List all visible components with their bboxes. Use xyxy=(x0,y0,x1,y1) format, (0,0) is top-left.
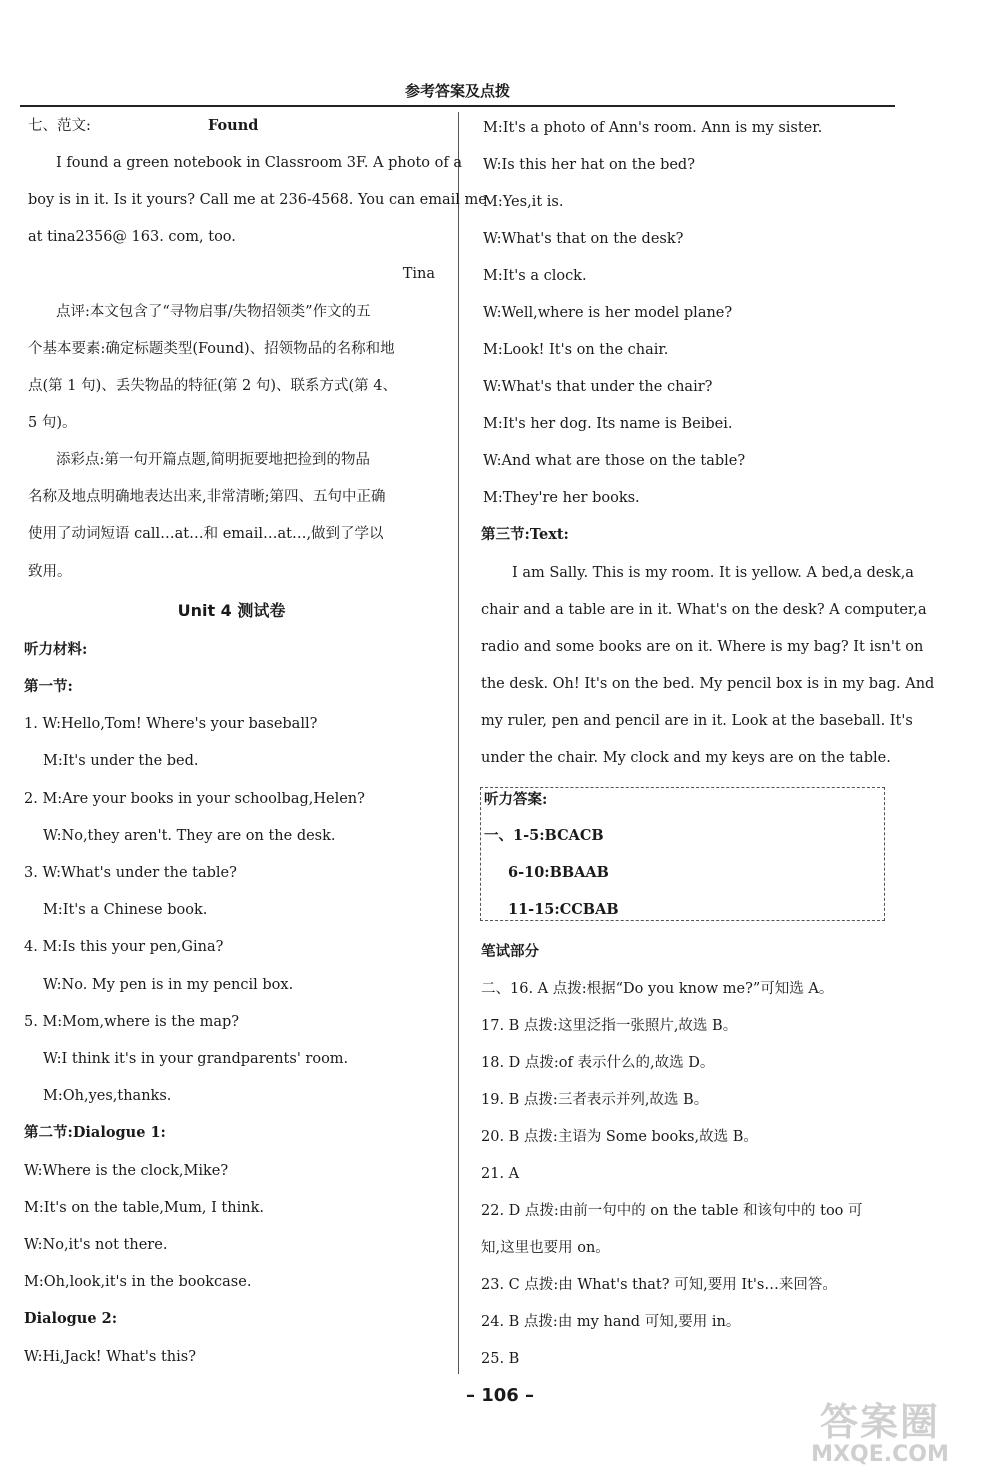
dialogue-2-title: Dialogue 2: xyxy=(24,1310,118,1327)
watermark-logo xyxy=(780,1400,980,1465)
answer-line: 11-15:CCBAB xyxy=(508,901,619,918)
page-header: 参考答案及点拨 xyxy=(404,82,510,100)
dialogue-line: M:They're her books. xyxy=(483,490,640,506)
watermark-url: MXQE.COM xyxy=(811,1442,949,1467)
dialogue-line: M:Look! It's on the chair. xyxy=(483,342,669,358)
dialogue-line: M:It's under the bed. xyxy=(43,753,199,769)
written-answer: 25. B xyxy=(481,1351,520,1367)
text-line: the desk. Oh! It's on the bed. My pencil box is in my bag. And xyxy=(481,676,935,692)
column-divider xyxy=(458,112,459,1374)
written-answer: 18. D 点拨:of 表示什么的,故选 D。 xyxy=(481,1055,715,1071)
dialogue-line: W:Well,where is her model plane? xyxy=(483,305,733,321)
comment-line: 点评:本文包含了“寻物启事/失物招领类”作文的五 xyxy=(56,304,371,320)
dialogue-line: M:It's on the table,Mum, I think. xyxy=(24,1200,264,1216)
comment-line: 点(第 1 句)、丢失物品的特征(第 2 句)、联系方式(第 4、 xyxy=(28,378,398,394)
dialogue-line: M:Oh,yes,thanks. xyxy=(43,1088,172,1104)
unit-title: Unit 4 测试卷 xyxy=(177,601,286,620)
written-answer: 21. A xyxy=(481,1166,520,1182)
answer-line: 6-10:BBAAB xyxy=(508,864,609,881)
listening-title: 听力材料: xyxy=(24,641,88,658)
text-line: my ruler, pen and pencil are in it. Look at the baseball. It's xyxy=(481,713,913,729)
comment-line: 个基本要素:确定标题类型(Found)、招领物品的名称和地 xyxy=(28,341,395,357)
page-number: – 106 – xyxy=(465,1385,535,1406)
highlight-line: 使用了动词短语 call…at…和 email…at…,做到了学以 xyxy=(28,526,384,542)
section-3-title: 第三节:Text: xyxy=(481,526,569,543)
written-answer: 22. D 点拨:由前一句中的 on the table 和该句中的 too 可 xyxy=(481,1203,863,1219)
text-line: radio and some books are on it. Where is my bag? It isn't on xyxy=(481,639,924,655)
written-answer: 20. B 点拨:主语为 Some books,故选 B。 xyxy=(481,1129,758,1145)
dialogue-line: 4. M:Is this your pen,Gina? xyxy=(24,939,224,955)
dialogue-line: W:No,it's not there. xyxy=(24,1237,168,1253)
dialogue-line: W:And what are those on the table? xyxy=(483,453,746,469)
dialogue-line: W:What's that on the desk? xyxy=(483,231,684,247)
dialogue-line: W:No. My pen is in my pencil box. xyxy=(43,977,294,993)
highlight-line: 致用。 xyxy=(28,564,72,580)
written-answer: 24. B 点拨:由 my hand 可知,要用 in。 xyxy=(481,1314,741,1330)
dialogue-line: M:It's a clock. xyxy=(483,268,587,284)
dialogue-line: 5. M:Mom,where is the map? xyxy=(24,1014,240,1030)
written-answer: 二、16. A 点拨:根据“Do you know me?”可知选 A。 xyxy=(481,981,834,997)
essay-line: at tina2356@ 163. com, too. xyxy=(28,229,236,245)
section-1-title: 第一节: xyxy=(24,678,73,695)
dialogue-line: M:It's her dog. Its name is Beibei. xyxy=(483,416,733,432)
comment-line: 5 句)。 xyxy=(28,415,77,431)
essay-line: boy is in it. Is it yours? Call me at 236-4568. You can email me xyxy=(28,192,487,208)
essay-line: I found a green notebook in Classroom 3F. A photo of a xyxy=(56,155,462,171)
dialogue-line: 3. W:What's under the table? xyxy=(24,865,237,881)
essay-signature: Tina xyxy=(402,266,435,282)
text-line: under the chair. My clock and my keys are on the table. xyxy=(481,750,891,766)
dialogue-line: M:Yes,it is. xyxy=(483,194,564,210)
dialogue-line: M:It's a photo of Ann's room. Ann is my sister. xyxy=(483,120,823,136)
written-answer: 19. B 点拨:三者表示并列,故选 B。 xyxy=(481,1092,709,1108)
text-line: I am Sally. This is my room. It is yellow. A bed,a desk,a xyxy=(512,565,914,581)
dialogue-line: 1. W:Hello,Tom! Where's your baseball? xyxy=(24,716,318,732)
dialogue-line: W:Is this her hat on the bed? xyxy=(483,157,695,173)
written-answer: 23. C 点拨:由 What's that? 可知,要用 It's…来回答。 xyxy=(481,1277,837,1293)
dialogue-line: W:I think it's in your grandparents' room. xyxy=(43,1051,349,1067)
highlight-line: 添彩点:第一句开篇点题,简明扼要地把捡到的物品 xyxy=(56,452,370,468)
highlight-line: 名称及地点明确地表达出来,非常清晰;第四、五句中正确 xyxy=(28,489,386,505)
written-answer: 知,这里也要用 on。 xyxy=(481,1240,610,1256)
dialogue-line: 2. M:Are your books in your schoolbag,Helen? xyxy=(24,791,365,807)
header-rule xyxy=(20,105,895,107)
sample-label: 七、范文: xyxy=(28,118,91,134)
section-2-title: 第二节:Dialogue 1: xyxy=(24,1124,166,1141)
written-title: 笔试部分 xyxy=(481,943,539,960)
answer-title: 听力答案: xyxy=(484,791,548,808)
watermark-text: 答案圈 xyxy=(819,1400,940,1444)
dialogue-line: W:What's that under the chair? xyxy=(483,379,713,395)
written-answer: 17. B 点拨:这里泛指一张照片,故选 B。 xyxy=(481,1018,738,1034)
sample-title: Found xyxy=(208,117,259,134)
dialogue-line: M:Oh,look,it's in the bookcase. xyxy=(24,1274,252,1290)
dialogue-line: W:Hi,Jack! What's this? xyxy=(24,1349,196,1365)
dialogue-line: W:Where is the clock,Mike? xyxy=(24,1163,229,1179)
dialogue-line: W:No,they aren't. They are on the desk. xyxy=(43,828,336,844)
dialogue-line: M:It's a Chinese book. xyxy=(43,902,208,918)
text-line: chair and a table are in it. What's on the desk? A computer,a xyxy=(481,602,927,618)
answer-line: 一、1-5:BCACB xyxy=(484,827,604,844)
